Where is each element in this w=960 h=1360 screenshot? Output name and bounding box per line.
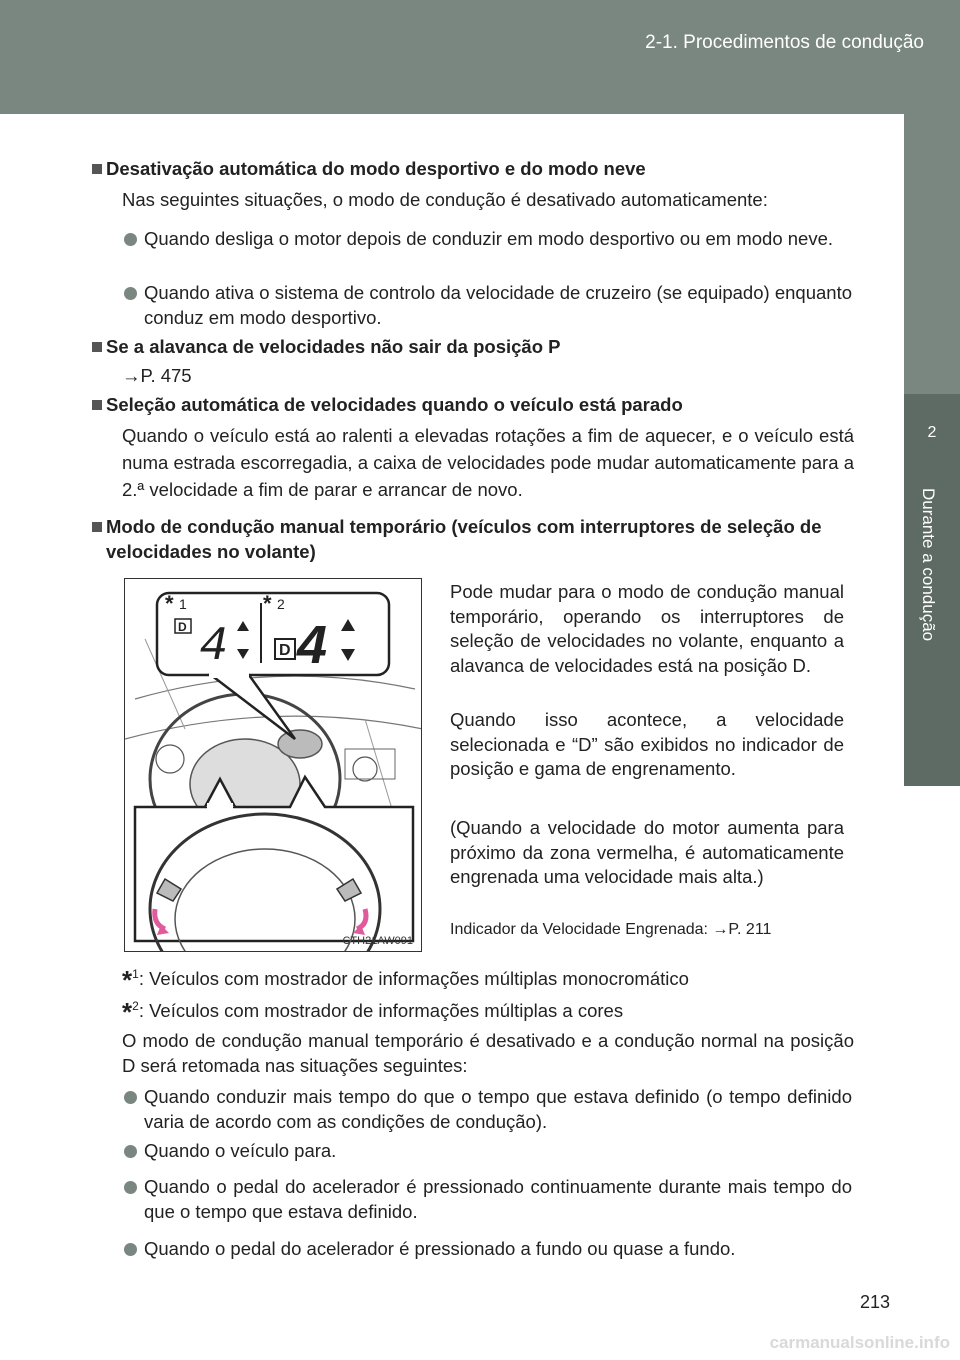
figure-steering-wheel: [124, 578, 422, 952]
footnote-2: *$^2$: Veículos com mostrador de informações múltiplas a cores: [122, 997, 624, 1028]
heading-manual-mode: Modo de condução manual temporário (veículos com interruptores de seleção de velocidades no volante): [106, 514, 866, 564]
bullet-item: Quando conduzir mais tempo do que o tempo que estava definido (o tempo definido varia de acordo com as condições de condução).: [144, 1086, 852, 1132]
figure-text: Pode mudar para o modo de condução manual temporário, operando os interruptores de seleção de velocidades no volante, enquanto a alavanca de velocidades está na posição D.: [450, 581, 844, 676]
gear-letter-mono: D: [178, 620, 187, 634]
gear-number-color: 4: [297, 615, 328, 675]
section-title: 2-1. Procedimentos de condução: [645, 32, 924, 53]
heading-auto-gear-selection: Seleção automática de velocidades quando o veículo está parado: [106, 392, 866, 417]
chapter-label: Durante a condução: [919, 488, 938, 642]
page-header: [0, 0, 960, 114]
svg-text:*: *: [263, 591, 272, 616]
figure-text: (Quando a velocidade do motor aumenta para próximo da zona vermelha, é automaticamente engrenada uma velocidade mais alta.): [450, 817, 844, 887]
bullet-item: Quando ativa o sistema de controlo da velocidade de cruzeiro (se equipado) enquanto conduz em modo desportivo.: [144, 282, 852, 328]
figure-caption: CTH21AW091: [342, 935, 413, 947]
bullet-item: Quando desliga o motor depois de conduzir em modo desportivo ou em modo neve.: [144, 226, 852, 251]
bullet-item: Quando o veículo para.: [144, 1138, 852, 1163]
bullet-item: Quando o pedal do acelerador é pressionado a fundo ou quase a fundo.: [144, 1236, 852, 1261]
heading-auto-deactivation: Desativação automática do modo desportivo e do modo neve: [106, 156, 866, 181]
gear-letter-color: D: [279, 642, 291, 659]
paragraph: O modo de condução manual temporário é desativado e a condução normal na posição D será retomada nas situações seguintes:: [122, 1030, 854, 1076]
footnote-1: *$^1$: Veículos com mostrador de informações múltiplas monocromático: [122, 965, 689, 996]
page-reference-link[interactable]: →P. 475: [122, 365, 192, 386]
gear-number-mono: 4: [199, 620, 228, 674]
figure-label-1: 1: [179, 596, 187, 612]
watermark: carmanualsonline.info: [769, 1333, 950, 1352]
page-number: 213: [860, 1292, 891, 1312]
svg-text:*: *: [165, 591, 174, 616]
heading-shift-lever: Se a alavanca de velocidades não sair da posição P: [106, 334, 866, 359]
paragraph: Quando o veículo está ao ralenti a elevadas rotações a fim de aquecer, e o veículo está numa estrada escorregadia, a caixa de velocidades pode mudar automaticamente para a 2.ª velocidade a fim de parar e arrancar de novo.: [122, 425, 854, 500]
figure-text: Quando isso acontece, a velocidade selecionada e “D” são exibidos no indicador de posição e gama de engrenamento.: [450, 709, 844, 779]
side-bar: [904, 114, 960, 394]
figure-label-2: 2: [277, 596, 285, 612]
paragraph: Nas seguintes situações, o modo de condução é desativado automaticamente:: [122, 189, 768, 210]
chapter-number: 2: [927, 424, 937, 441]
bullet-item: Quando o pedal do acelerador é pressionado continuamente durante mais tempo do que o tempo que estava definido.: [144, 1176, 852, 1222]
steering-wheel-illustration: [125, 579, 422, 952]
page-reference-link[interactable]: Indicador da Velocidade Engrenada: →P. 211: [450, 921, 772, 938]
